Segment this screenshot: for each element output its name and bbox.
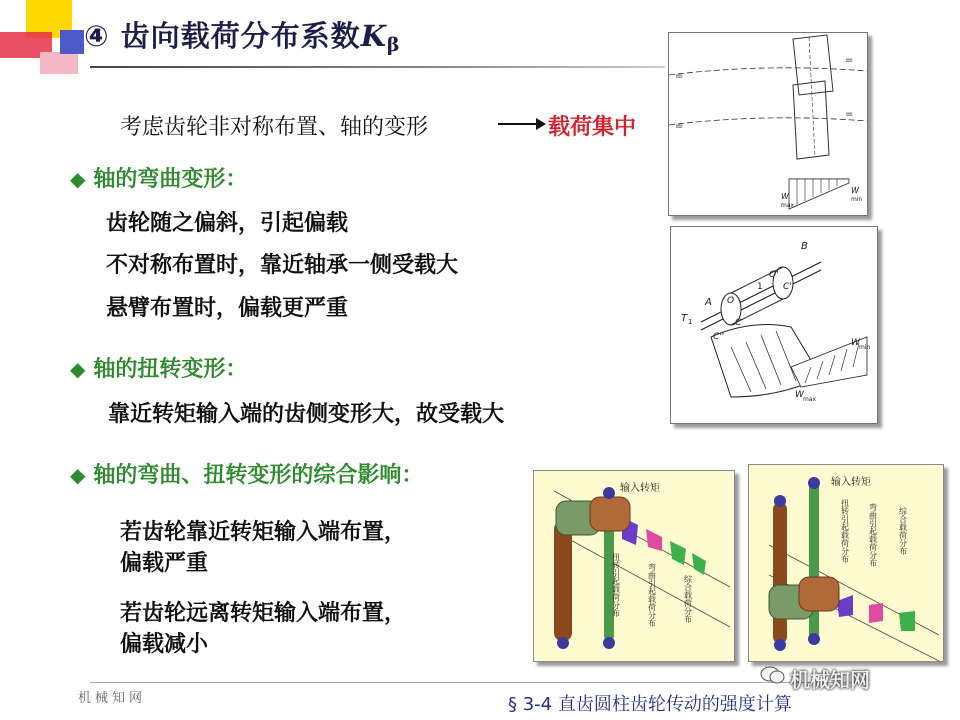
bending-diagram [669,33,867,215]
wechat-icon [760,665,786,685]
fig1-wmax-sub: max [781,202,795,209]
svg-text:=: = [845,109,854,120]
fig3-torsion-label: 扭转引起载荷分布 [611,553,621,617]
section1-line-1: 齿轮随之偏斜，引起偏载 [106,211,349,236]
section1-line-2: 不对称布置时，靠近轴承一侧受载大 [106,253,459,278]
intro-result: 载荷集中 [548,115,637,140]
fig2-label-t: T [681,313,688,324]
arrow-right-icon [536,118,546,130]
section3-heading-text: 轴的弯曲、扭转变形的综合影响： [93,463,424,488]
gear-away-input-illustration [749,465,943,661]
fig1-wmax-label: W [781,192,789,201]
svg-text:=: = [845,55,854,66]
section2-heading [70,352,247,383]
fig4-torsion-label: 扭转引起载荷分布 [840,499,850,563]
title-text: 齿向载荷分布系数 [120,19,361,53]
fig3-bending-label: 弯曲引起载荷分布 [647,563,657,627]
case2-line-2: 偏载减小 [120,632,209,657]
section2-heading-text: 轴的扭转变形： [93,357,248,382]
fig2-label-wmax-sub: max [803,396,817,403]
fig3-combined-label: 综合载荷分布 [683,575,693,623]
fig2-label-o1: O' [769,270,779,280]
diamond-bullet-icon: ◆ [70,167,86,191]
title-circled-number: ④ [84,19,110,53]
footer-left-text: 机械知网 [78,691,147,706]
case1-line-1: 若齿轮靠近转矩输入端布置， [120,520,407,545]
fig4-combined-label: 综合载荷分布 [898,507,908,555]
fig1-wmin-label: W [851,186,859,195]
title-subscript: β [386,34,401,56]
deco-square-pink [40,52,78,74]
case1-line-2: 偏载严重 [120,551,209,576]
fig4-input-label: 输入转矩 [831,477,871,488]
fig2-label-c1: C' [783,282,792,292]
section1-heading [70,162,247,193]
diamond-bullet-icon: ◆ [70,357,86,381]
gear-near-input-illustration [534,471,734,661]
svg-text:=: = [675,121,684,132]
fig2-label-b: B [801,241,808,252]
arrow-line [498,123,540,125]
figure-gear-near-input [533,470,735,662]
fig2-label-c: C [735,318,742,328]
fig4-bending-label: 弯曲引起载荷分布 [868,503,878,567]
fig2-label-c2: C'' [713,332,725,342]
section2-line-1: 靠近转矩输入端的齿侧变形大，故受载大 [108,402,505,427]
section1-heading-text: 轴的弯曲变形： [93,167,248,192]
page-title [84,14,401,56]
fig1-wmin-sub: min [851,196,863,203]
section1-line-3: 悬臂布置时，偏载更严重 [106,296,349,321]
fig2-label-a: A [705,297,712,308]
watermark: 机械知网 [790,668,870,692]
section3-heading [70,458,423,489]
fig3-input-label: 输入转矩 [620,483,660,494]
fig2-label-1: 1 [757,282,763,292]
svg-text:=: = [675,71,684,82]
fig2-label-t-sub: 1 [688,318,693,326]
figure-bending-misalignment [668,32,868,216]
torsion-diagram [671,227,877,423]
intro-text: 考虑齿轮非对称布置、轴的变形 [120,115,429,140]
footer-divider [90,682,860,683]
diamond-bullet-icon: ◆ [70,463,86,487]
figure-gear-away-input [748,464,944,662]
fig2-label-wmin-sub: min [859,344,871,351]
title-symbol: K [360,19,387,53]
figure-torsion-schematic [670,226,878,424]
fig2-label-wmax: W [795,390,804,400]
fig2-label-wmin: W [851,338,860,348]
fig2-label-o: O [727,296,735,306]
deco-square-blue [60,30,84,54]
case2-line-1: 若齿轮远离转矩输入端布置， [120,601,407,626]
title-divider [90,66,665,68]
footer-section-title: § 3-4 直齿圆柱齿轮传动的强度计算 [508,694,792,715]
